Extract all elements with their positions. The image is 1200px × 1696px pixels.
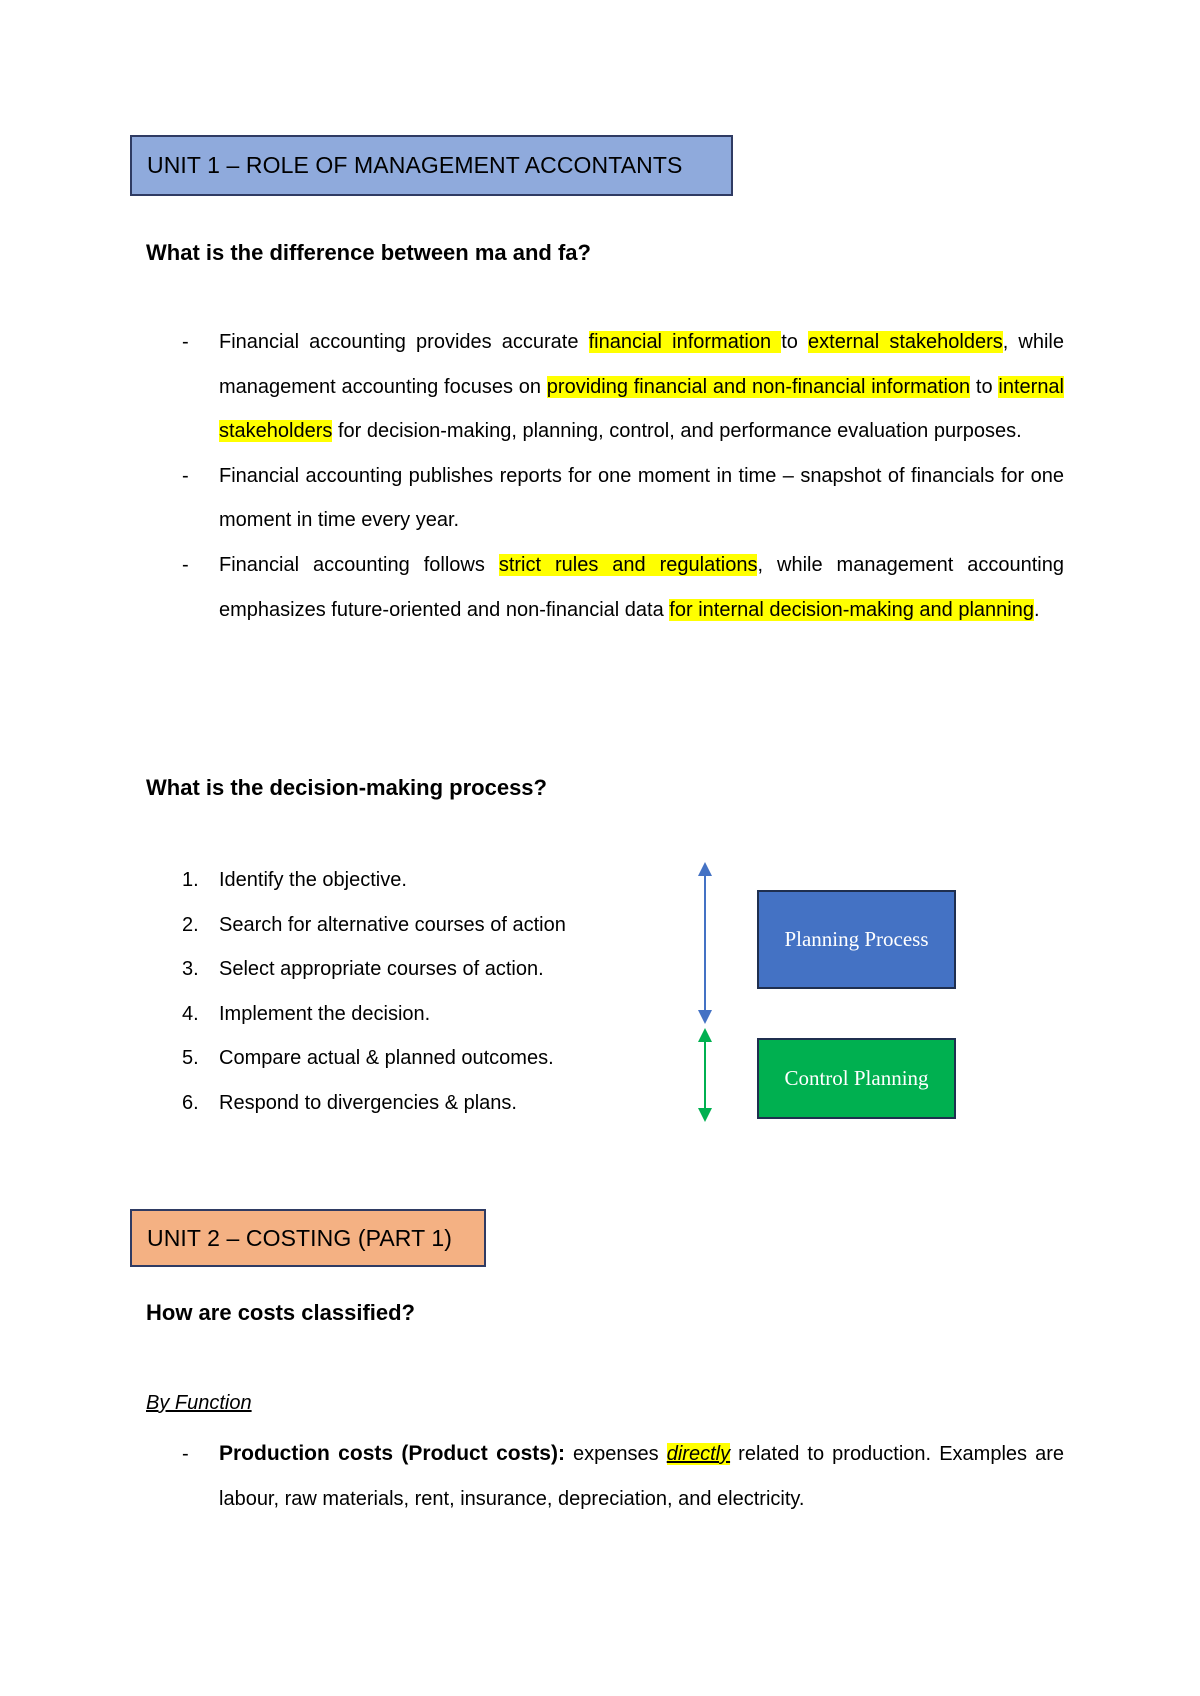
- unit-1-title: UNIT 1 – ROLE OF MANAGEMENT ACCONTANTS: [147, 152, 683, 178]
- control-double-arrow-icon: [698, 1028, 712, 1122]
- bullet-dash: -: [182, 464, 189, 487]
- unit-2-title: UNIT 2 – COSTING (PART 1): [147, 1224, 452, 1251]
- step-text: Compare actual & planned outcomes.: [219, 1047, 554, 1070]
- list-item: [146, 947, 686, 992]
- planning-process-label: Planning Process: [784, 927, 929, 951]
- decision-steps-list: [146, 858, 686, 1126]
- bullet-dash: -: [182, 331, 189, 353]
- unit-2-title-box: [130, 1209, 486, 1267]
- step-text: Respond to divergencies & plans.: [219, 1091, 517, 1114]
- text-run: Financial accounting provides accurate: [219, 331, 589, 353]
- bullet-item: [146, 454, 1064, 543]
- step-number: 5.: [182, 1047, 199, 1070]
- highlighted-text: financial information: [588, 331, 782, 353]
- bullet-dash: -: [182, 553, 189, 576]
- list-item: [146, 1081, 686, 1126]
- step-number: 3.: [182, 958, 199, 981]
- bullet-list-ma-fa: [146, 320, 1064, 632]
- step-number: 2.: [182, 913, 199, 936]
- text-run: .: [1033, 598, 1040, 621]
- text-run: for decision-making, planning, control, and performance evaluation purposes.: [332, 420, 1022, 443]
- text-run: to: [970, 375, 999, 398]
- list-item: [146, 903, 686, 948]
- list-item: [146, 992, 686, 1037]
- highlighted-text: for internal decision-making and planning: [669, 598, 1034, 621]
- bullet-list-costs: [146, 1432, 1064, 1521]
- step-text: Implement the decision.: [219, 1002, 431, 1025]
- production-costs-term: Production costs (Product costs):: [219, 1442, 565, 1465]
- list-item: [146, 858, 686, 903]
- text-run: to: [781, 331, 809, 353]
- step-text: Identify the objective.: [219, 869, 407, 891]
- control-planning-box: [757, 1038, 956, 1119]
- highlighted-text: strict rules and regulations: [498, 553, 758, 576]
- list-item: [146, 1036, 686, 1081]
- bullet-item: [146, 1432, 1064, 1521]
- step-text: Search for alternative courses of action: [219, 913, 566, 936]
- text-run: expenses: [564, 1443, 667, 1465]
- bullet-dash: -: [182, 1443, 189, 1465]
- planning-process-box: [757, 890, 956, 989]
- step-number: 6.: [182, 1091, 199, 1114]
- question-ma-vs-fa: What is the difference between ma and fa?: [146, 240, 591, 265]
- step-number: 1.: [182, 869, 199, 891]
- question-cost-classification: How are costs classified?: [146, 1300, 415, 1325]
- text-run: related to production. Examples are labour, raw materials, rent, insurance, depreciation, and electricity.: [219, 1443, 1064, 1510]
- bullet-item: [146, 543, 1064, 632]
- text-run: Financial accounting follows: [219, 553, 499, 576]
- text-run: Financial accounting publishes reports for one moment in time – snapshot of financials for one moment in time every year.: [219, 464, 1064, 532]
- highlighted-text: internal stakeholders: [219, 375, 1065, 443]
- step-number: 4.: [182, 1002, 199, 1025]
- text-run: , while management accounting focuses on: [219, 331, 1065, 398]
- step-text: Select appropriate courses of action.: [219, 958, 544, 981]
- by-function-subheading: By Function: [146, 1392, 252, 1414]
- unit-1-title-box: [130, 135, 733, 196]
- highlighted-text: external stakeholders: [808, 331, 1003, 353]
- question-decision-making: What is the decision-making process?: [146, 775, 547, 800]
- bullet-item: [146, 320, 1064, 454]
- highlighted-text: directly: [666, 1443, 731, 1465]
- planning-double-arrow-icon: [698, 862, 712, 1024]
- process-arrows: [690, 860, 730, 1130]
- highlighted-text: providing financial and non-financial information: [546, 375, 971, 398]
- text-run: , while management accounting emphasizes future-oriented and non-financial data: [219, 553, 1064, 621]
- control-planning-label: Control Planning: [784, 1066, 929, 1090]
